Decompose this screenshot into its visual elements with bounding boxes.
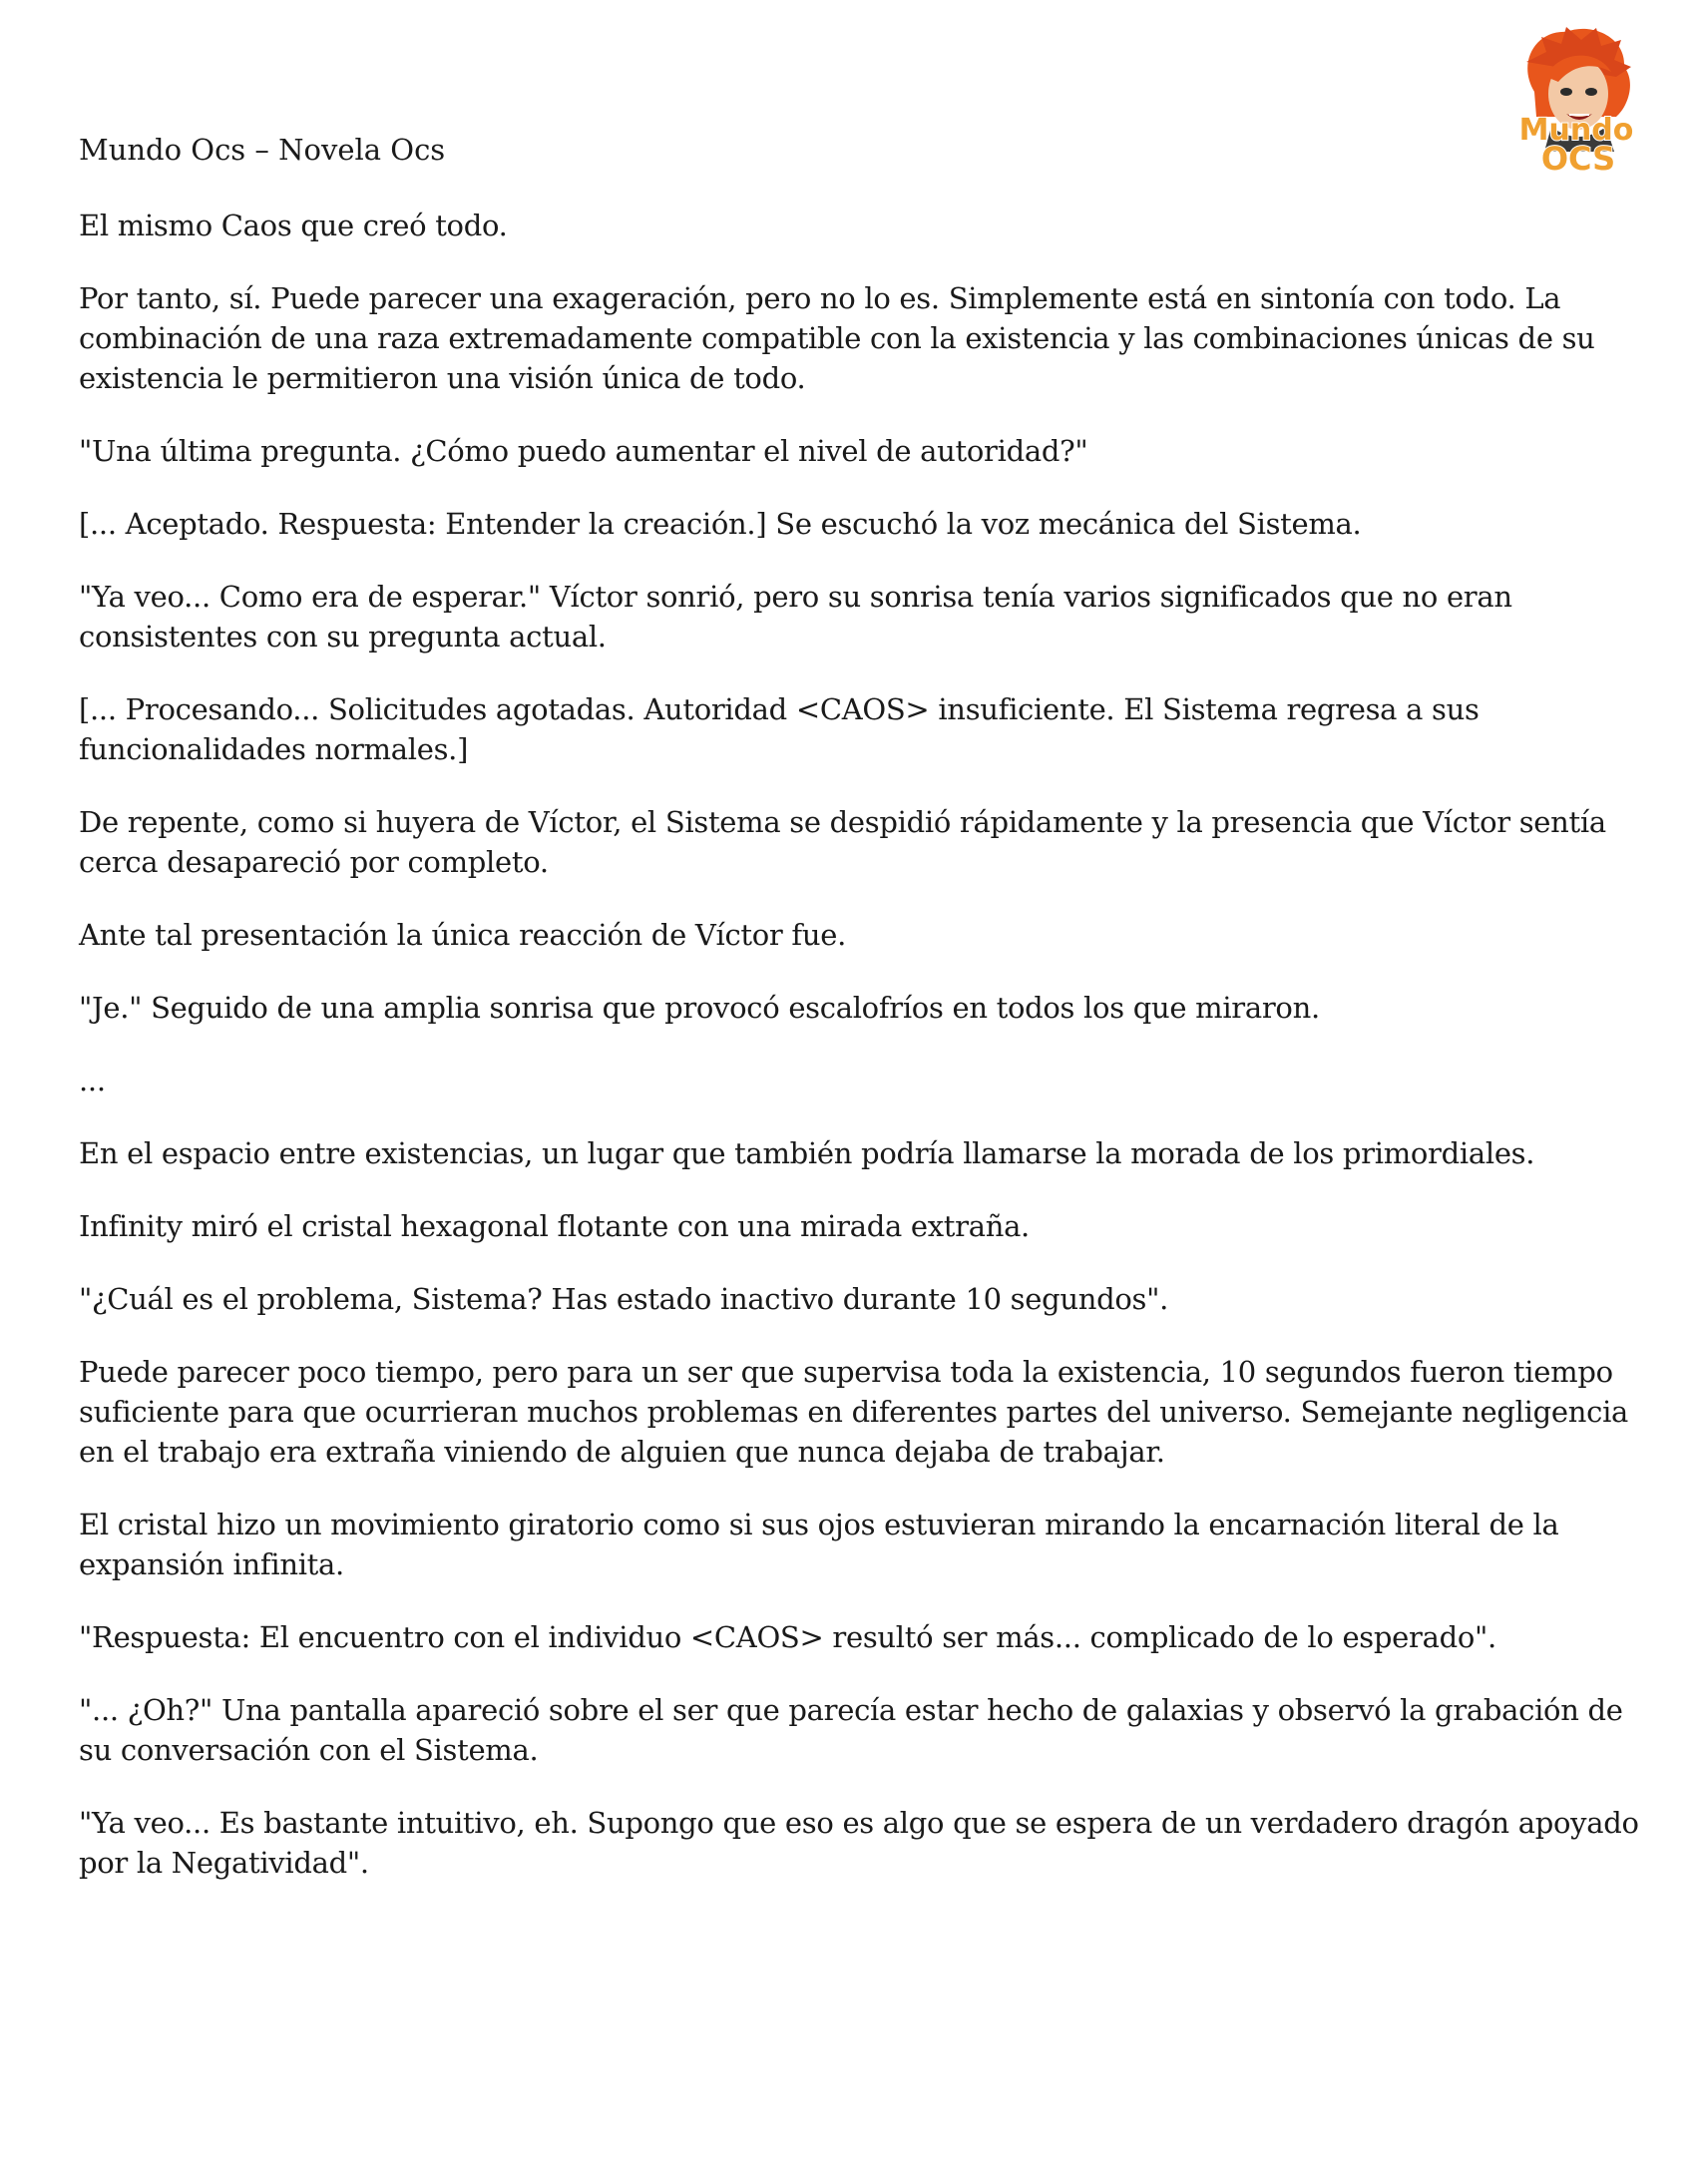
paragraph: Por tanto, sí. Puede parecer una exageración, pero no lo es. Simplemente está en sintonía con todo. La combinación de una raza extremadamente compatible con la existencia y las combinaciones únicas de su existencia le permitieron una visión única de todo. bbox=[79, 281, 1595, 395]
paragraph: [... Procesando... Solicitudes agotadas. Autoridad <CAOS> insuficiente. El Sistema regresa a sus funcionalidades normales.] bbox=[79, 692, 1480, 766]
paragraph: "Una última pregunta. ¿Cómo puedo aumentar el nivel de autoridad?" bbox=[79, 434, 1088, 468]
paragraph: "¿Cuál es el problema, Sistema? Has estado inactivo durante 10 segundos". bbox=[79, 1282, 1169, 1316]
paragraph: "Ya veo... Es bastante intuitivo, eh. Supongo que eso es algo que se espera de un verdadero dragón apoyado por la Negatividad". bbox=[79, 1806, 1639, 1880]
paragraph: "Respuesta: El encuentro con el individuo <CAOS> resultó ser más... complicado de lo esperado". bbox=[79, 1620, 1496, 1654]
paragraph: Puede parecer poco tiempo, pero para un ser que supervisa toda la existencia, 10 segundos fueron tiempo suficiente para que ocurrieran muchos problemas en diferentes partes del universo. Semejante negligencia en el trabajo era extraña viniendo de alguien que nunca dejaba de trabajar. bbox=[79, 1355, 1629, 1469]
document-body bbox=[79, 206, 1650, 1916]
paragraph: De repente, como si huyera de Víctor, el Sistema se despidió rápidamente y la presencia que Víctor sentía cerca desapareció por completo. bbox=[79, 805, 1606, 879]
paragraph: [... Aceptado. Respuesta: Entender la creación.] Se escuchó la voz mecánica del Sistema. bbox=[79, 507, 1362, 541]
paragraph: El mismo Caos que creó todo. bbox=[79, 209, 508, 242]
logo-text-bottom: OCS bbox=[1540, 140, 1616, 177]
paragraph: Ante tal presentación la única reacción de Víctor fue. bbox=[79, 918, 846, 952]
paragraph: "Je." Seguido de una amplia sonrisa que provocó escalofríos en todos los que miraron. bbox=[79, 991, 1320, 1025]
mundo-ocs-logo bbox=[1496, 22, 1656, 177]
paragraph: ... bbox=[79, 1064, 106, 1097]
paragraph: Infinity miró el cristal hexagonal flotante con una mirada extraña. bbox=[79, 1209, 1030, 1243]
logo-text-top: Mundo bbox=[1518, 113, 1634, 148]
paragraph: "Ya veo... Como era de esperar." Víctor sonrió, pero su sonrisa tenía varios significados que no eran consistentes con su pregunta actual. bbox=[79, 580, 1512, 654]
page-header: Mundo Ocs – Novela Ocs bbox=[79, 133, 446, 167]
paragraph: "... ¿Oh?" Una pantalla apareció sobre el ser que parecía estar hecho de galaxias y observó la grabación de su conversación con el Sistema. bbox=[79, 1693, 1623, 1767]
paragraph: En el espacio entre existencias, un lugar que también podría llamarse la morada de los primordiales. bbox=[79, 1136, 1535, 1170]
paragraph: El cristal hizo un movimiento giratorio como si sus ojos estuvieran mirando la encarnación literal de la expansión infinita. bbox=[79, 1508, 1559, 1581]
